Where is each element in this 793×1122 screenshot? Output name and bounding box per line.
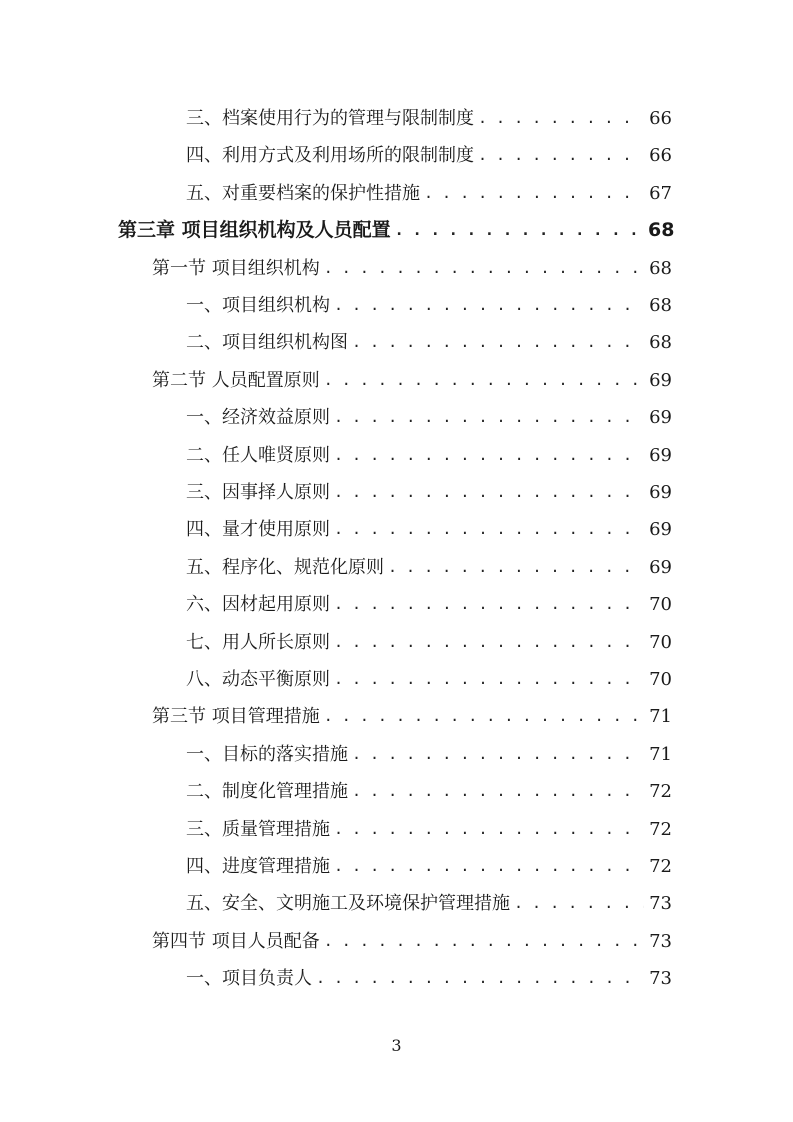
toc-entry[interactable]	[186, 511, 672, 548]
toc-entry-title: 八、动态平衡原则	[186, 669, 330, 690]
toc-entry[interactable]	[186, 811, 672, 848]
toc-entry-page: 66	[649, 108, 672, 129]
toc-entry[interactable]	[186, 661, 672, 698]
toc-entry-page: 71	[649, 706, 672, 728]
toc-entry[interactable]	[186, 549, 672, 586]
toc-entry-title: 三、因事择人原则	[186, 482, 330, 503]
toc-entry-title: 第一节 项目组织机构	[152, 257, 320, 279]
toc-entry-title: 第三章 项目组织机构及人员配置	[118, 219, 391, 242]
toc-entry-page: 69	[649, 369, 672, 391]
toc-dot-leader	[334, 474, 644, 511]
toc-dot-leader	[334, 586, 644, 623]
toc-dot-leader	[352, 324, 644, 361]
toc-entry[interactable]	[186, 437, 672, 474]
toc-dot-leader	[388, 549, 644, 586]
toc-entry-title: 一、经济效益原则	[186, 407, 330, 429]
toc-entry[interactable]	[186, 137, 672, 174]
toc-entry[interactable]	[152, 923, 672, 960]
toc-entry-title: 二、制度化管理措施	[186, 781, 348, 803]
toc-entry[interactable]	[152, 250, 672, 287]
toc-entry-page: 68	[648, 219, 675, 242]
toc-entry-title: 五、对重要档案的保护性措施	[186, 182, 420, 204]
toc-entry-title: 一、目标的落实措施	[186, 743, 348, 765]
toc-entry-page: 69	[649, 482, 672, 503]
toc-entry-page: 70	[649, 669, 672, 690]
toc-entry-title: 第四节 项目人员配备	[152, 930, 320, 952]
toc-entry[interactable]	[186, 100, 672, 137]
toc-dot-leader	[424, 175, 644, 212]
toc-entry[interactable]	[186, 474, 672, 511]
toc-dot-leader	[352, 773, 644, 810]
toc-entry-title: 一、项目组织机构	[186, 295, 330, 316]
toc-entry[interactable]	[186, 885, 672, 922]
toc-entry-page: 66	[649, 145, 672, 167]
toc-entry-page: 71	[649, 743, 672, 765]
toc-entry[interactable]	[186, 399, 672, 436]
toc-dot-leader	[334, 437, 644, 474]
toc-dot-leader	[324, 923, 644, 960]
toc-entry[interactable]	[186, 848, 672, 885]
toc-entry-page: 73	[649, 968, 672, 990]
toc-entry[interactable]	[186, 287, 672, 324]
toc-entry-page: 68	[649, 332, 672, 354]
toc-dot-leader	[334, 661, 644, 698]
toc-entry-title: 七、用人所长原则	[186, 631, 330, 653]
toc-entry-page: 68	[649, 257, 672, 279]
toc-entry[interactable]	[152, 698, 672, 735]
toc-entry[interactable]	[186, 324, 672, 361]
toc-entry[interactable]	[186, 773, 672, 810]
toc-entry-page: 73	[649, 930, 672, 952]
toc-dot-leader	[334, 848, 644, 885]
toc-entry-page: 70	[649, 631, 672, 653]
toc-dot-leader	[334, 511, 644, 548]
toc-entry-title: 五、安全、文明施工及环境保护管理措施	[186, 893, 510, 915]
toc-entry-page: 69	[649, 556, 672, 578]
toc-dot-leader	[316, 960, 644, 997]
toc-dot-leader	[514, 885, 644, 922]
toc-entry-title: 第三节 项目管理措施	[152, 706, 320, 728]
toc-dot-leader	[478, 100, 644, 137]
toc-entry-title: 一、项目负责人	[186, 968, 312, 990]
toc-entry-title: 四、利用方式及利用场所的限制制度	[186, 145, 474, 167]
toc-dot-leader	[324, 698, 644, 735]
toc-entry-title: 三、质量管理措施	[186, 818, 330, 840]
toc-dot-leader	[478, 137, 644, 174]
toc-entry-title: 二、任人唯贤原则	[186, 444, 330, 466]
toc-entry[interactable]	[118, 212, 675, 249]
toc-entry[interactable]	[186, 960, 672, 997]
page-number: 3	[391, 1036, 402, 1055]
toc-dot-leader	[352, 736, 644, 773]
toc-entry[interactable]	[186, 175, 672, 212]
toc-dot-leader	[334, 624, 644, 661]
toc-dot-leader	[395, 212, 644, 249]
toc-entry-page: 72	[649, 781, 672, 803]
toc-entry-page: 72	[649, 856, 672, 877]
toc-dot-leader	[334, 287, 644, 324]
toc-entry-page: 73	[649, 893, 672, 915]
toc-entry-page: 67	[649, 182, 672, 204]
toc-entry-page: 69	[649, 444, 672, 466]
toc-entry[interactable]	[186, 736, 672, 773]
toc-entry-title: 四、量才使用原则	[186, 519, 330, 541]
toc-entry-page: 72	[649, 818, 672, 840]
toc-entry[interactable]	[186, 624, 672, 661]
toc-entry-title: 六、因材起用原则	[186, 594, 330, 616]
toc-entry-page: 69	[649, 519, 672, 541]
toc-entry-page: 69	[649, 407, 672, 429]
toc-entry-page: 70	[649, 594, 672, 616]
toc-dot-leader	[334, 399, 644, 436]
toc-dot-leader	[324, 362, 644, 399]
toc-entry-title: 二、项目组织机构图	[186, 332, 348, 354]
toc-entry[interactable]	[186, 586, 672, 623]
toc-entry[interactable]	[152, 362, 672, 399]
toc-entry-page: 68	[649, 295, 672, 316]
toc-entry-title: 四、进度管理措施	[186, 856, 330, 877]
toc-dot-leader	[334, 811, 644, 848]
toc-dot-leader	[324, 250, 644, 287]
toc-entry-title: 五、程序化、规范化原则	[186, 556, 384, 578]
toc-entry-title: 第二节 人员配置原则	[152, 369, 320, 391]
toc-entry-title: 三、档案使用行为的管理与限制制度	[186, 108, 474, 129]
